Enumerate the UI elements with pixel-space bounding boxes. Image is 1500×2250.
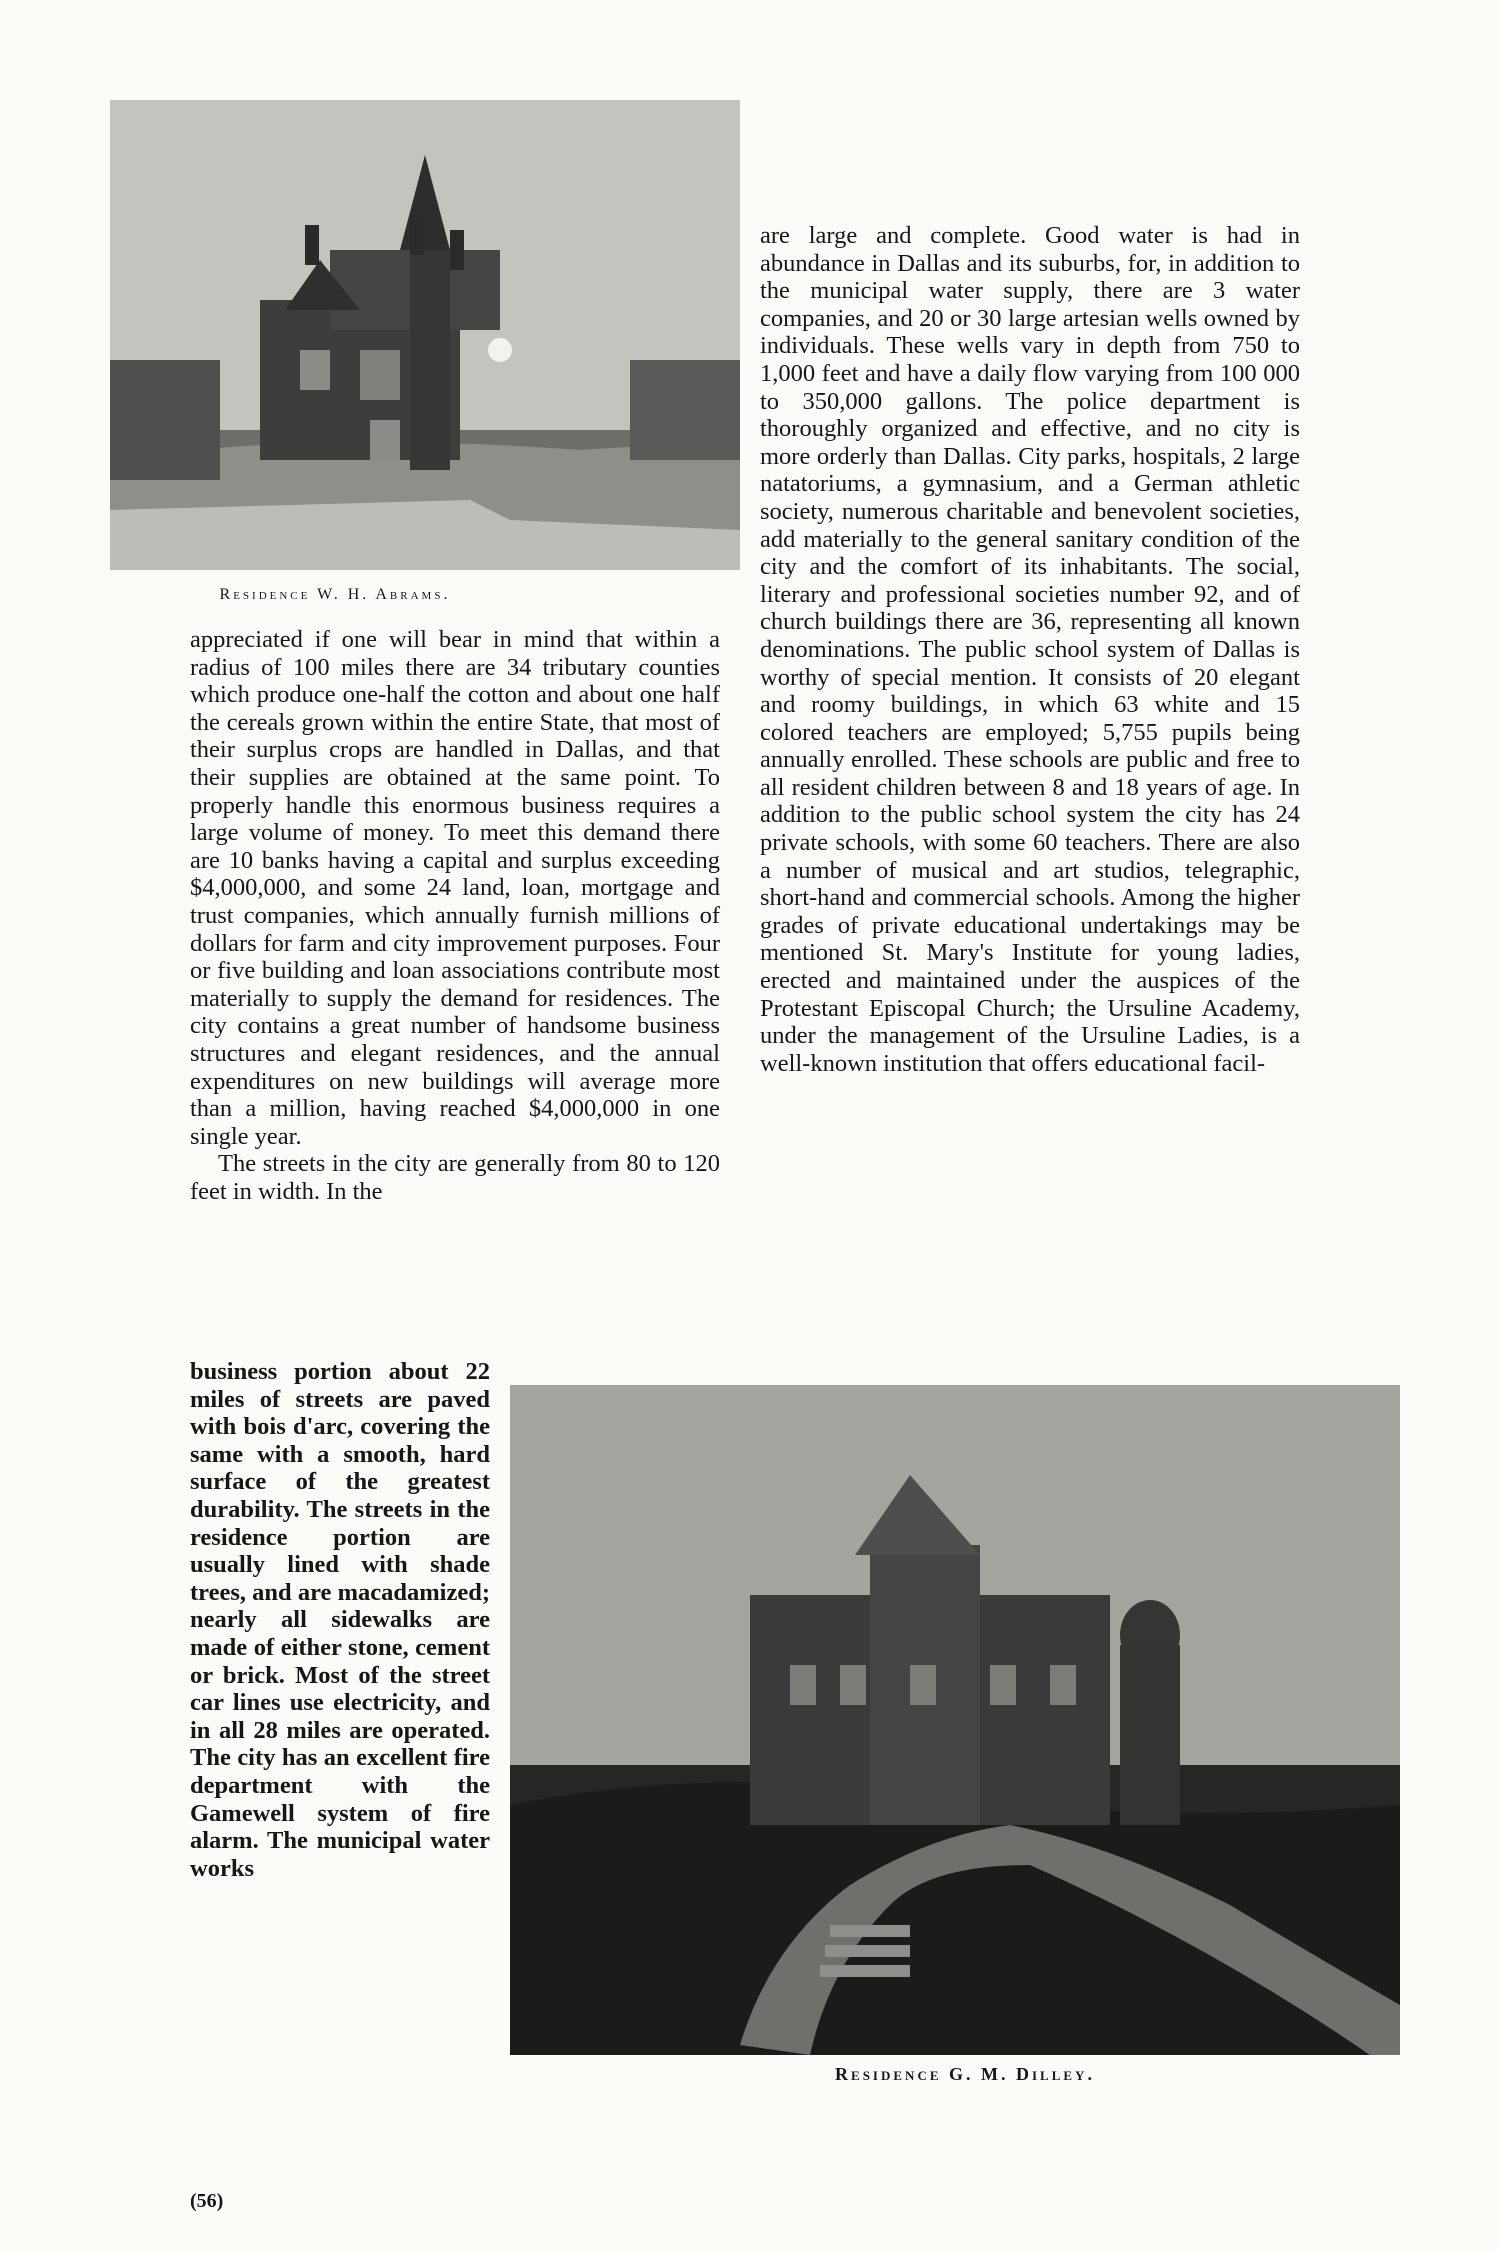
house-illustration-abrams <box>110 100 740 570</box>
left-narrow-column-text <box>190 1358 490 1882</box>
photo-residence-dilley <box>510 1385 1400 2055</box>
left-column-text <box>190 626 720 1205</box>
right-column-text <box>760 222 1300 1077</box>
house-illustration-dilley <box>510 1385 1400 2055</box>
paragraph-economy: appreciated if one will bear in mind that within a radius of 100 miles there are 34 tributary counties which produce one-half the cotton and about one half the cereals grown within the entire State, that most of their surplus crops are handled in Dallas, and that their supplies are obtained at the same point. To properly handle this enormous business requires a large volume of money. To meet this demand there are 10 banks having a capital and surplus exceeding $4,000,000, and some 24 land, loan, mortgage and trust companies, which annually furnish millions of dollars for farm and city improvement purposes. Four or five building and loan associations contribute most materially to supply the demand for residences. The city contains a great number of handsome business structures and elegant residences, and the annual expenditures on new buildings will average more than a million, having reached $4,000,000 in one single year. <box>190 626 720 1150</box>
paragraph-streets-continued: business portion about 22 miles of streets are paved with bois d'arc, covering the same with a smooth, hard surface of the greatest durability. The streets in the residence portion are usually lined with shade trees, and are macadamized; nearly all sidewalks are made of either stone, cement or brick. Most of the street car lines use electricity, and in all 28 miles are operated. The city has an excellent fire department with the Gamewell system of fire alarm. The municipal water works <box>190 1358 490 1882</box>
caption-dilley: Residence G. M. Dilley. <box>835 2064 1095 2084</box>
page-number: (56) <box>190 2190 224 2212</box>
paragraph-water-schools: are large and complete. Good water is had in abundance in Dallas and its suburbs, for, in addition to the municipal water supply, there are 3 water companies, and 20 or 30 large artesian wells owned by individuals. These wells vary in depth from 750 to 1,000 feet and have a daily flow varying from 100 000 to 350,000 gallons. The police department is thoroughly organized and effective, and no city is more orderly than Dallas. City parks, hospitals, 2 large natatoriums, a gymnasium, and a German athletic society, numerous charitable and benevolent societies, add materially to the general sanitary condition of the city and the comfort of its inhabitants. The social, literary and professional societies number 92, and of church buildings there are 36, representing all known denominations. The public school system of Dallas is worthy of special mention. It consists of 20 elegant and roomy buildings, in which 63 white and 15 colored teachers are employed; 5,755 pupils being annually enrolled. These schools are public and free to all resident children between 8 and 18 years of age. In addition to the public school system the city has 24 private schools, with some 60 teachers. There are also a number of musical and art studios, telegraphic, short-hand and commercial schools. Among the higher grades of private educational undertakings may be mentioned St. Mary's Institute for young ladies, erected and maintained under the auspices of the Protestant Episcopal Church; the Ursuline Academy, under the management of the Ursuline Ladies, is a well-known institution that offers educational facil- <box>760 222 1300 1077</box>
caption-abrams: Residence W. H. Abrams. <box>219 586 451 603</box>
photo-residence-abrams <box>110 100 740 570</box>
paragraph-streets-intro: The streets in the city are generally from 80 to 120 feet in width. In the <box>190 1150 720 1205</box>
